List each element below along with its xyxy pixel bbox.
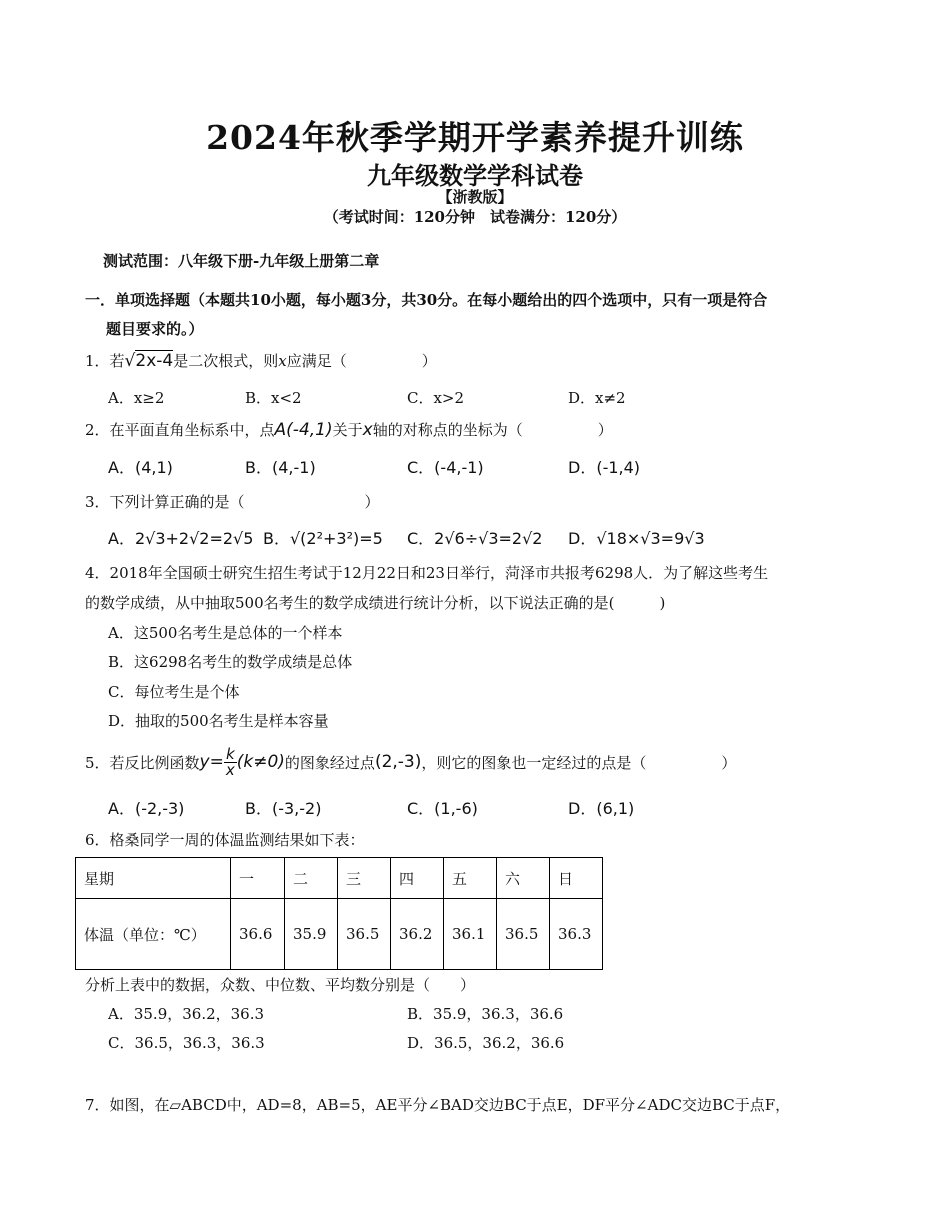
q5-text-mid: 的图象经过点 (284, 753, 375, 772)
q5-func-lhs: y= (199, 752, 224, 772)
q5-option-c: C．(1,-6) (407, 799, 478, 818)
table-cell: 36.5 (497, 899, 550, 970)
q6-option-c: C．36.5，36.3，36.3 (108, 1034, 265, 1052)
table-cell: 二 (285, 858, 338, 899)
table-cell: 五 (444, 858, 497, 899)
table-cell: 一 (231, 858, 285, 899)
q2-option-c: C．(-4,-1) (407, 458, 484, 477)
q6-option-d: D．36.5，36.2，36.6 (407, 1034, 565, 1052)
table-cell: 35.9 (285, 899, 338, 970)
q2-point: A(-4,1) (274, 420, 333, 440)
question-4-line2: 的数学成绩，从中抽取500名考生的数学成绩进行统计分析，以下说法正确的是( ) (85, 594, 666, 612)
q1-option-c: C．x>2 (407, 389, 465, 407)
table-cell: 36.2 (391, 899, 444, 970)
q2-option-d: D．(-1,4) (568, 458, 641, 477)
q3-option-d: D．√18×√3=9√3 (568, 529, 705, 548)
q4-option-c: C．每位考生是个体 (108, 683, 240, 701)
q1-option-d: D．x≠2 (568, 389, 626, 407)
table-cell: 星期 (76, 858, 231, 899)
test-scope: 测试范围：八年级下册-九年级上册第二章 (103, 252, 380, 270)
section-heading-cont: 题目要求的。） (106, 320, 204, 338)
q3-option-a: A．2√3+2√2=2√5 (108, 529, 254, 548)
table-cell: 四 (391, 858, 444, 899)
section-heading: 一．单项选择题（本题共10小题，每小题3分，共30分。在每小题给出的四个选项中，只有一项是符合 (85, 291, 768, 309)
q5-point: (2,-3) (374, 752, 422, 772)
q5-option-a: A．(-2,-3) (108, 799, 185, 818)
q5-text-pre: 5．若反比例函数 (85, 753, 200, 772)
q2-option-b: B．(4,-1) (245, 458, 316, 477)
table-cell: 体温（单位：℃） (76, 899, 231, 970)
question-4-line1: 4．2018年全国硕士研究生招生考试于12月22日和23日举行，菏泽市共报考6298人．为了解这些考生 (85, 564, 769, 582)
table-cell: 三 (338, 858, 391, 899)
q1-radical: √2x-4 (124, 351, 174, 371)
q6-option-a: A．35.9，36.2，36.3 (108, 1005, 265, 1023)
edition-label: 【浙教版】 (437, 188, 513, 206)
q6-after-text: 分析上表中的数据，众数、中位数、平均数分别是（ ） (85, 976, 476, 994)
q6-option-b: B．35.9，36.3，36.6 (407, 1005, 564, 1023)
page-title: 2024年秋季学期开学素养提升训练 (206, 118, 744, 157)
table-cell: 36.3 (550, 899, 603, 970)
exam-info: （考试时间：120分钟 试卷满分：120分） (323, 208, 627, 226)
question-5 (85, 740, 736, 784)
table-cell: 日 (550, 858, 603, 899)
q4-option-a: A．这500名考生是总体的一个样本 (108, 624, 343, 642)
q3-option-b: B．√(2²+3²)=5 (263, 529, 383, 548)
question-2 (85, 419, 613, 440)
q1-var: x (278, 352, 287, 370)
q4-option-d: D．抽取的500名考生是样本容量 (108, 712, 329, 730)
table-row (76, 899, 603, 970)
table-cell: 36.1 (444, 899, 497, 970)
table-cell: 六 (497, 858, 550, 899)
question-1 (85, 350, 437, 371)
q1-text-pre: 1．若 (85, 352, 125, 370)
q1-radicand: 2x-4 (135, 351, 174, 371)
temperature-table (75, 857, 603, 970)
q2-text-end: 轴的对称点的坐标为（ ） (372, 421, 613, 439)
q1-option-a: A．x≥2 (108, 389, 165, 407)
table-header-row (76, 858, 603, 899)
question-6: 6．格桑同学一周的体温监测结果如下表： (85, 831, 365, 849)
q2-axis: x (362, 420, 373, 440)
q5-option-d: D．(6,1) (568, 799, 635, 818)
q5-func-cond: (k≠0) (236, 752, 285, 772)
q4-option-b: B．这6298名考生的数学成绩是总体 (108, 653, 353, 671)
q1-text-post: 是二次根式，则 (173, 352, 279, 370)
question-3: 3．下列计算正确的是（ ） (85, 493, 380, 511)
q5-func-den: x (225, 760, 235, 779)
q2-text-post: 关于 (332, 421, 363, 439)
table-cell: 36.5 (338, 899, 391, 970)
q5-option-b: B．(-3,-2) (245, 799, 322, 818)
q5-text-end: ，则它的图象也一定经过的点是（ ） (421, 753, 737, 772)
q3-option-c: C．2√6÷√3=2√2 (407, 529, 543, 548)
q2-option-a: A．(4,1) (108, 458, 173, 477)
q1-option-b: B．x<2 (245, 389, 302, 407)
page-subtitle: 九年级数学学科试卷 (367, 161, 583, 190)
question-7: 7．如图，在▱ABCD中，AD=8，AB=5，AE平分∠BAD交边BC于点E，DF平分∠ADC交边BC于点F， (85, 1096, 791, 1114)
q5-fraction (224, 744, 237, 779)
table-cell: 36.6 (231, 899, 285, 970)
q1-text-end: 应满足（ ） (286, 352, 437, 370)
q2-text-pre: 2．在平面直角坐标系中，点 (85, 421, 275, 439)
q5-func-num: k (224, 747, 237, 763)
